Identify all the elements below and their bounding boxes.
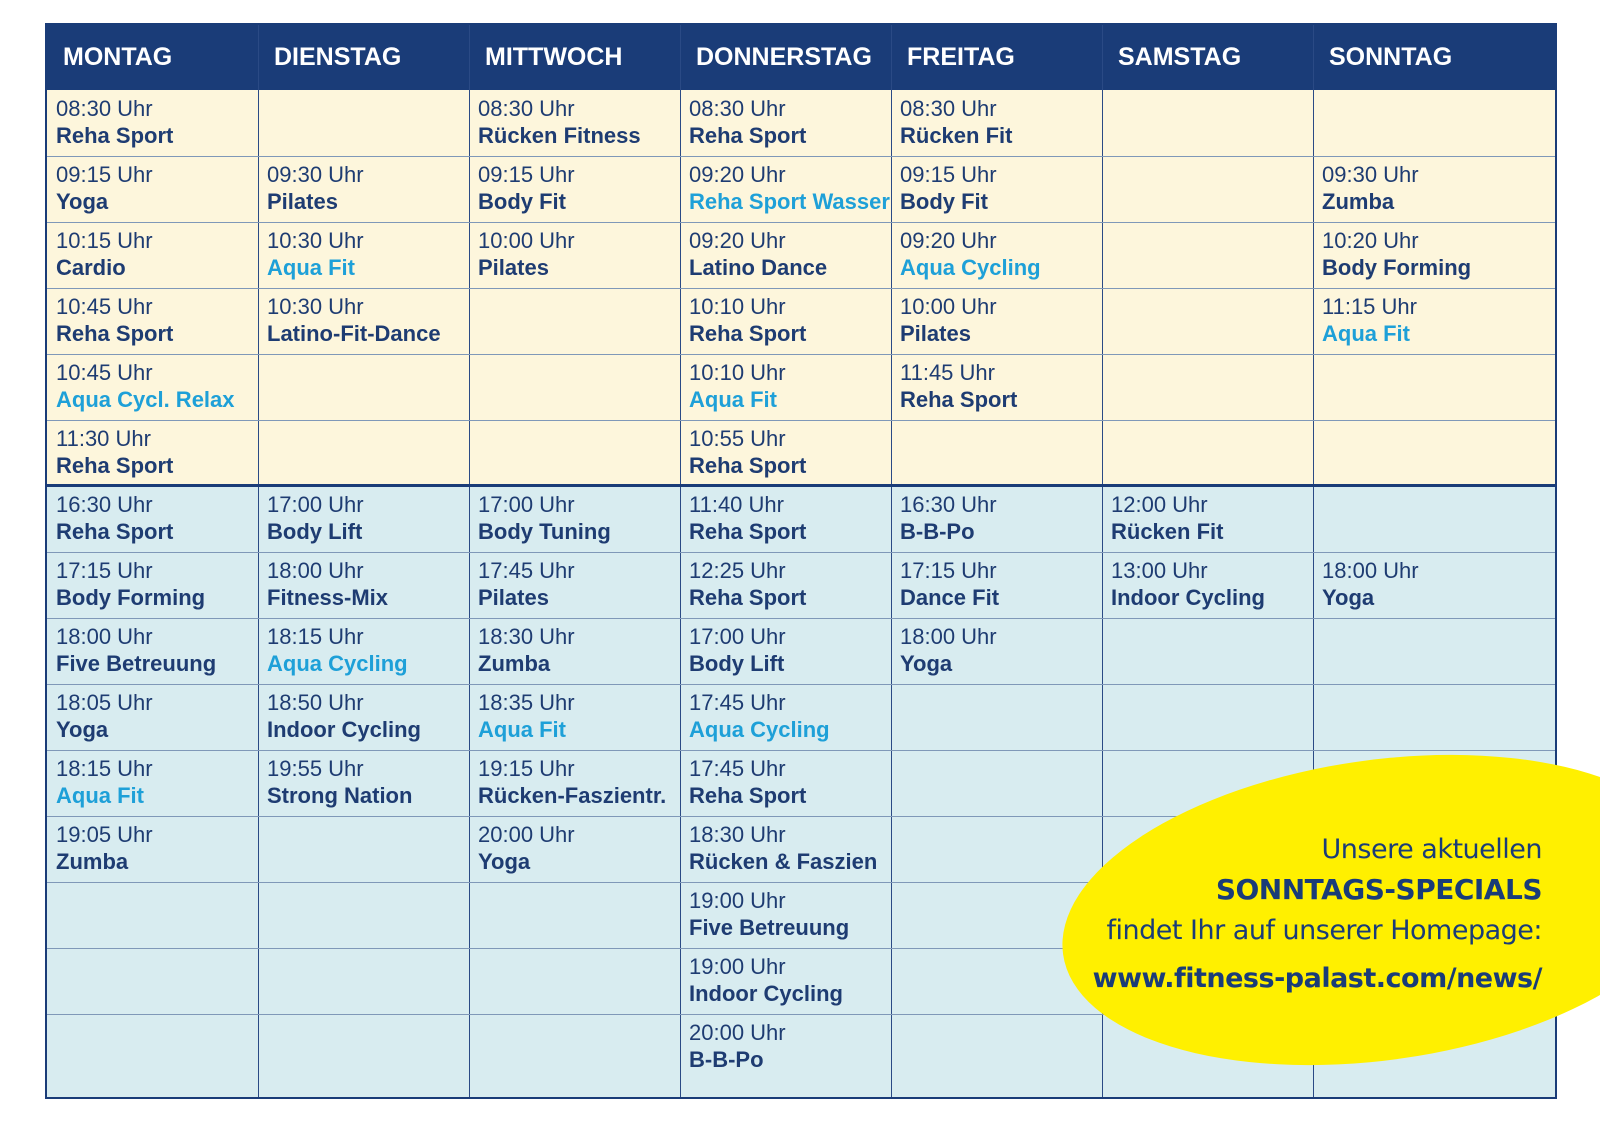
class-slot [258, 222, 469, 281]
class-name: Reha Sport Wasser [689, 189, 890, 214]
class-slot [891, 552, 1102, 611]
day-header-mittwoch: MITTWOCH [485, 43, 623, 71]
class-name: Yoga [56, 189, 109, 214]
class-time: 08:30 Uhr [56, 96, 153, 121]
class-slot [1102, 486, 1313, 545]
class-slot [258, 288, 469, 347]
class-slot [258, 618, 469, 677]
class-time: 17:45 Uhr [478, 558, 575, 583]
class-time: 09:20 Uhr [689, 228, 786, 253]
class-slot [469, 222, 680, 281]
class-time: 09:20 Uhr [900, 228, 997, 253]
class-time: 09:15 Uhr [56, 162, 153, 187]
day-header-donnerstag: DONNERSTAG [696, 43, 872, 71]
class-time: 18:50 Uhr [267, 690, 364, 715]
class-time: 20:00 Uhr [689, 1020, 786, 1045]
class-name: Aqua Fit [1322, 321, 1410, 346]
class-slot [680, 222, 891, 281]
class-time: 10:45 Uhr [56, 360, 153, 385]
class-name: Cardio [56, 255, 126, 280]
class-slot [47, 552, 258, 611]
class-name: Pilates [478, 585, 549, 610]
class-name: Strong Nation [267, 783, 413, 808]
class-time: 18:00 Uhr [56, 624, 153, 649]
class-time: 10:00 Uhr [478, 228, 575, 253]
class-time: 10:30 Uhr [267, 228, 364, 253]
class-slot [680, 420, 891, 479]
class-name: B-B-Po [689, 1047, 764, 1072]
class-time: 09:30 Uhr [267, 162, 364, 187]
class-time: 18:35 Uhr [478, 690, 575, 715]
day-header-sonntag: SONNTAG [1329, 43, 1453, 71]
class-name: Yoga [56, 717, 109, 742]
class-time: 19:15 Uhr [478, 756, 575, 781]
class-time: 17:45 Uhr [689, 756, 786, 781]
class-time: 20:00 Uhr [478, 822, 575, 847]
class-name: Body Forming [56, 585, 206, 610]
class-name: Reha Sport [56, 123, 174, 148]
promo-line-1: Unsere aktuellen [1321, 834, 1542, 865]
class-time: 16:30 Uhr [56, 492, 153, 517]
class-time: 08:30 Uhr [900, 96, 997, 121]
class-time: 12:25 Uhr [689, 558, 786, 583]
class-name: Yoga [478, 849, 531, 874]
class-name: Rücken-Faszientr. [478, 783, 667, 808]
class-name: Body Fit [900, 189, 988, 214]
class-name: Reha Sport [689, 453, 807, 478]
class-time: 10:30 Uhr [267, 294, 364, 319]
day-header-freitag: FREITAG [907, 43, 1015, 71]
class-name: Zumba [478, 651, 551, 676]
class-name: Body Fit [478, 189, 566, 214]
class-name: Reha Sport [689, 123, 807, 148]
class-name: Reha Sport [689, 519, 807, 544]
class-slot [47, 420, 258, 479]
class-slot [47, 288, 258, 347]
class-name: B-B-Po [900, 519, 975, 544]
class-slot [469, 90, 680, 149]
class-slot [469, 684, 680, 743]
class-name: Indoor Cycling [689, 981, 843, 1006]
class-name: Reha Sport [689, 585, 807, 610]
class-time: 11:30 Uhr [56, 426, 151, 451]
promo-text [1093, 830, 1542, 1006]
class-time: 17:00 Uhr [689, 624, 786, 649]
class-name: Zumba [56, 849, 129, 874]
class-slot [47, 750, 258, 809]
class-time: 17:00 Uhr [478, 492, 575, 517]
class-name: Aqua Cycl. Relax [56, 387, 235, 412]
class-time: 18:15 Uhr [56, 756, 153, 781]
class-slot [1313, 156, 1555, 215]
class-time: 10:00 Uhr [900, 294, 997, 319]
class-slot [258, 552, 469, 611]
class-slot [47, 684, 258, 743]
class-slot [680, 684, 891, 743]
class-slot [891, 222, 1102, 281]
class-slot [891, 90, 1102, 149]
class-slot [47, 486, 258, 545]
class-name: Rücken & Faszien [689, 849, 878, 874]
class-slot [891, 354, 1102, 413]
class-name: Body Forming [1322, 255, 1472, 280]
class-name: Yoga [1322, 585, 1375, 610]
class-time: 19:05 Uhr [56, 822, 153, 847]
class-time: 10:55 Uhr [689, 426, 786, 451]
class-slot [891, 486, 1102, 545]
class-time: 17:00 Uhr [267, 492, 364, 517]
class-time: 11:45 Uhr [900, 360, 995, 385]
promo-url-link[interactable]: www.fitness-palast.com/news/ [1092, 963, 1542, 994]
class-time: 16:30 Uhr [900, 492, 997, 517]
class-slot [469, 618, 680, 677]
class-slot [891, 288, 1102, 347]
day-header-dienstag: DIENSTAG [274, 43, 402, 71]
class-time: 17:45 Uhr [689, 690, 786, 715]
class-slot [1313, 552, 1555, 611]
class-time: 09:15 Uhr [478, 162, 575, 187]
class-name: Reha Sport [56, 321, 174, 346]
class-time: 10:45 Uhr [56, 294, 153, 319]
class-time: 10:10 Uhr [689, 294, 786, 319]
class-name: Rücken Fit [900, 123, 1013, 148]
class-name: Indoor Cycling [267, 717, 421, 742]
class-slot [469, 750, 680, 809]
class-time: 08:30 Uhr [689, 96, 786, 121]
class-name: Body Lift [267, 519, 363, 544]
class-time: 13:00 Uhr [1111, 558, 1208, 583]
class-slot [258, 684, 469, 743]
class-slot [680, 552, 891, 611]
class-time: 09:20 Uhr [689, 162, 786, 187]
class-slot [680, 618, 891, 677]
class-time: 18:15 Uhr [267, 624, 364, 649]
class-name: Reha Sport [689, 783, 807, 808]
class-slot [891, 618, 1102, 677]
class-time: 19:00 Uhr [689, 888, 786, 913]
class-slot [680, 750, 891, 809]
class-slot [680, 288, 891, 347]
class-slot [680, 816, 891, 875]
class-name: Five Betreuung [689, 915, 850, 940]
class-name: Yoga [900, 651, 953, 676]
class-slot [258, 750, 469, 809]
class-slot [680, 882, 891, 941]
class-slot [47, 222, 258, 281]
class-name: Aqua Cycling [900, 255, 1041, 280]
class-name: Five Betreuung [56, 651, 217, 676]
class-name: Dance Fit [900, 585, 1000, 610]
class-time: 10:15 Uhr [56, 228, 153, 253]
class-slot [680, 948, 891, 1007]
class-slot [258, 156, 469, 215]
class-name: Aqua Fit [56, 783, 144, 808]
class-name: Reha Sport [56, 519, 174, 544]
class-name: Body Lift [689, 651, 785, 676]
class-time: 10:20 Uhr [1322, 228, 1419, 253]
class-time: 17:15 Uhr [900, 558, 997, 583]
class-time: 17:15 Uhr [56, 558, 153, 583]
class-slot [1313, 288, 1555, 347]
class-slot [47, 354, 258, 413]
class-name: Zumba [1322, 189, 1395, 214]
class-name: Latino-Fit-Dance [267, 321, 441, 346]
class-time: 18:30 Uhr [478, 624, 575, 649]
class-name: Pilates [900, 321, 971, 346]
class-slot [891, 156, 1102, 215]
class-slot [469, 156, 680, 215]
class-time: 08:30 Uhr [478, 96, 575, 121]
day-header-samstag: SAMSTAG [1118, 43, 1242, 71]
class-slot [469, 486, 680, 545]
class-slot [1102, 552, 1313, 611]
class-time: 11:15 Uhr [1322, 294, 1417, 319]
class-name: Rücken Fit [1111, 519, 1224, 544]
class-name: Reha Sport [689, 321, 807, 346]
class-time: 19:55 Uhr [267, 756, 364, 781]
class-slot [469, 816, 680, 875]
class-slot [47, 90, 258, 149]
class-slot [1313, 222, 1555, 281]
class-name: Body Tuning [478, 519, 611, 544]
class-time: 09:15 Uhr [900, 162, 997, 187]
class-time: 18:05 Uhr [56, 690, 153, 715]
class-name: Aqua Fit [478, 717, 566, 742]
promo-headline: SONNTAGS-SPECIALS [1215, 873, 1542, 906]
class-slot [680, 354, 891, 413]
class-name: Reha Sport [900, 387, 1018, 412]
class-name: Aqua Fit [689, 387, 777, 412]
class-time: 18:00 Uhr [1322, 558, 1419, 583]
class-slot [680, 1014, 891, 1073]
class-time: 18:00 Uhr [900, 624, 997, 649]
class-name: Aqua Fit [267, 255, 355, 280]
class-slot [47, 618, 258, 677]
band-divider [47, 484, 1555, 487]
day-header-montag: MONTAG [63, 43, 173, 71]
class-slot [680, 90, 891, 149]
class-time: 18:30 Uhr [689, 822, 786, 847]
class-slot [469, 552, 680, 611]
class-slot [680, 486, 891, 545]
class-time: 10:10 Uhr [689, 360, 786, 385]
class-name: Aqua Cycling [267, 651, 408, 676]
class-time: 11:40 Uhr [689, 492, 784, 517]
class-name: Latino Dance [689, 255, 828, 280]
class-name: Reha Sport [56, 453, 174, 478]
class-slot [680, 156, 891, 215]
class-slot [258, 486, 469, 545]
class-time: 12:00 Uhr [1111, 492, 1208, 517]
class-slot [47, 156, 258, 215]
class-name: Pilates [478, 255, 549, 280]
class-time: 19:00 Uhr [689, 954, 786, 979]
class-name: Pilates [267, 189, 338, 214]
class-name: Aqua Cycling [689, 717, 830, 742]
class-name: Indoor Cycling [1111, 585, 1265, 610]
promo-line-3: findet Ihr auf unserer Homepage: [1106, 915, 1542, 946]
class-time: 09:30 Uhr [1322, 162, 1419, 187]
class-time: 18:00 Uhr [267, 558, 364, 583]
class-name: Fitness-Mix [267, 585, 389, 610]
class-name: Rücken Fitness [478, 123, 641, 148]
class-slot [47, 816, 258, 875]
